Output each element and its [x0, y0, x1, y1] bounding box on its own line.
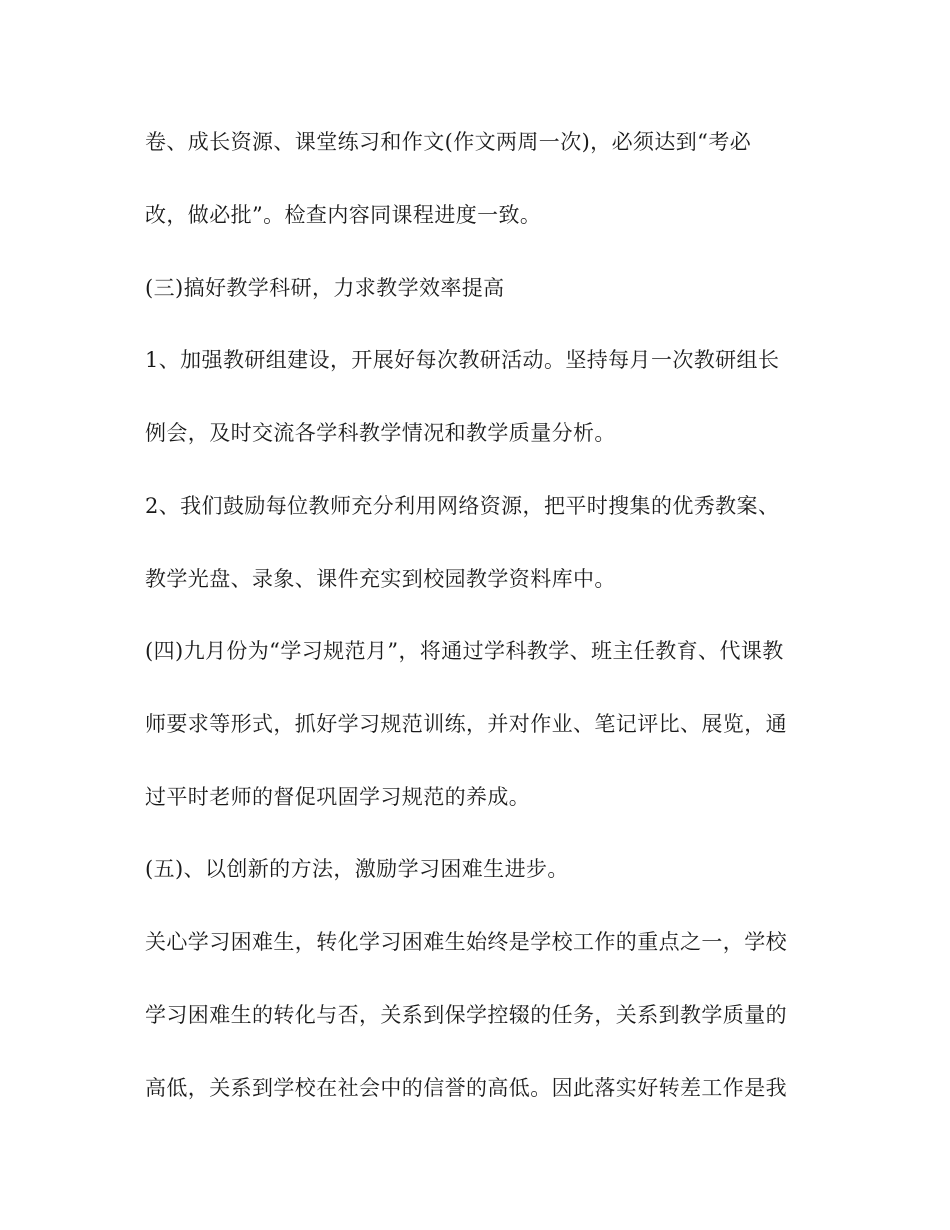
text-line: 过平时老师的督促巩固学习规范的养成。 [145, 785, 531, 809]
text-line: 教学光盘、录象、课件充实到校园教学资料库中。 [145, 567, 616, 591]
text-line: 学习困难生的转化与否，关系到保学控辍的任务，关系到教学质量的 [145, 1003, 787, 1027]
text-line: 改，做必批”。检查内容同课程进度一致。 [145, 203, 542, 227]
text-line: 关心学习困难生，转化学习困难生始终是学校工作的重点之一，学校 [145, 930, 787, 954]
section-heading: (三)搞好教学科研，力求教学效率提高 [145, 276, 505, 300]
text-line: 1、加强教研组建设，开展好每次教研活动。坚持每月一次教研组长 [145, 348, 780, 372]
section-heading: (五)、以创新的方法，激励学习困难生进步。 [145, 857, 569, 881]
text-line: 高低，关系到学校在社会中的信誉的高低。因此落实好转差工作是我 [145, 1076, 787, 1100]
text-line: 例会，及时交流各学科教学情况和教学质量分析。 [145, 421, 616, 445]
text-line: 师要求等形式，抓好学习规范训练，并对作业、笔记评比、展览，通 [145, 712, 787, 736]
text-line: 卷、成长资源、课堂练习和作文(作文两周一次)，必须达到“考必 [145, 130, 752, 154]
text-line: 2、我们鼓励每位教师充分利用网络资源，把平时搜集的优秀教案、 [145, 494, 780, 518]
section-heading: (四)九月份为“学习规范月”，将通过学科教学、班主任教育、代课教 [145, 639, 784, 663]
